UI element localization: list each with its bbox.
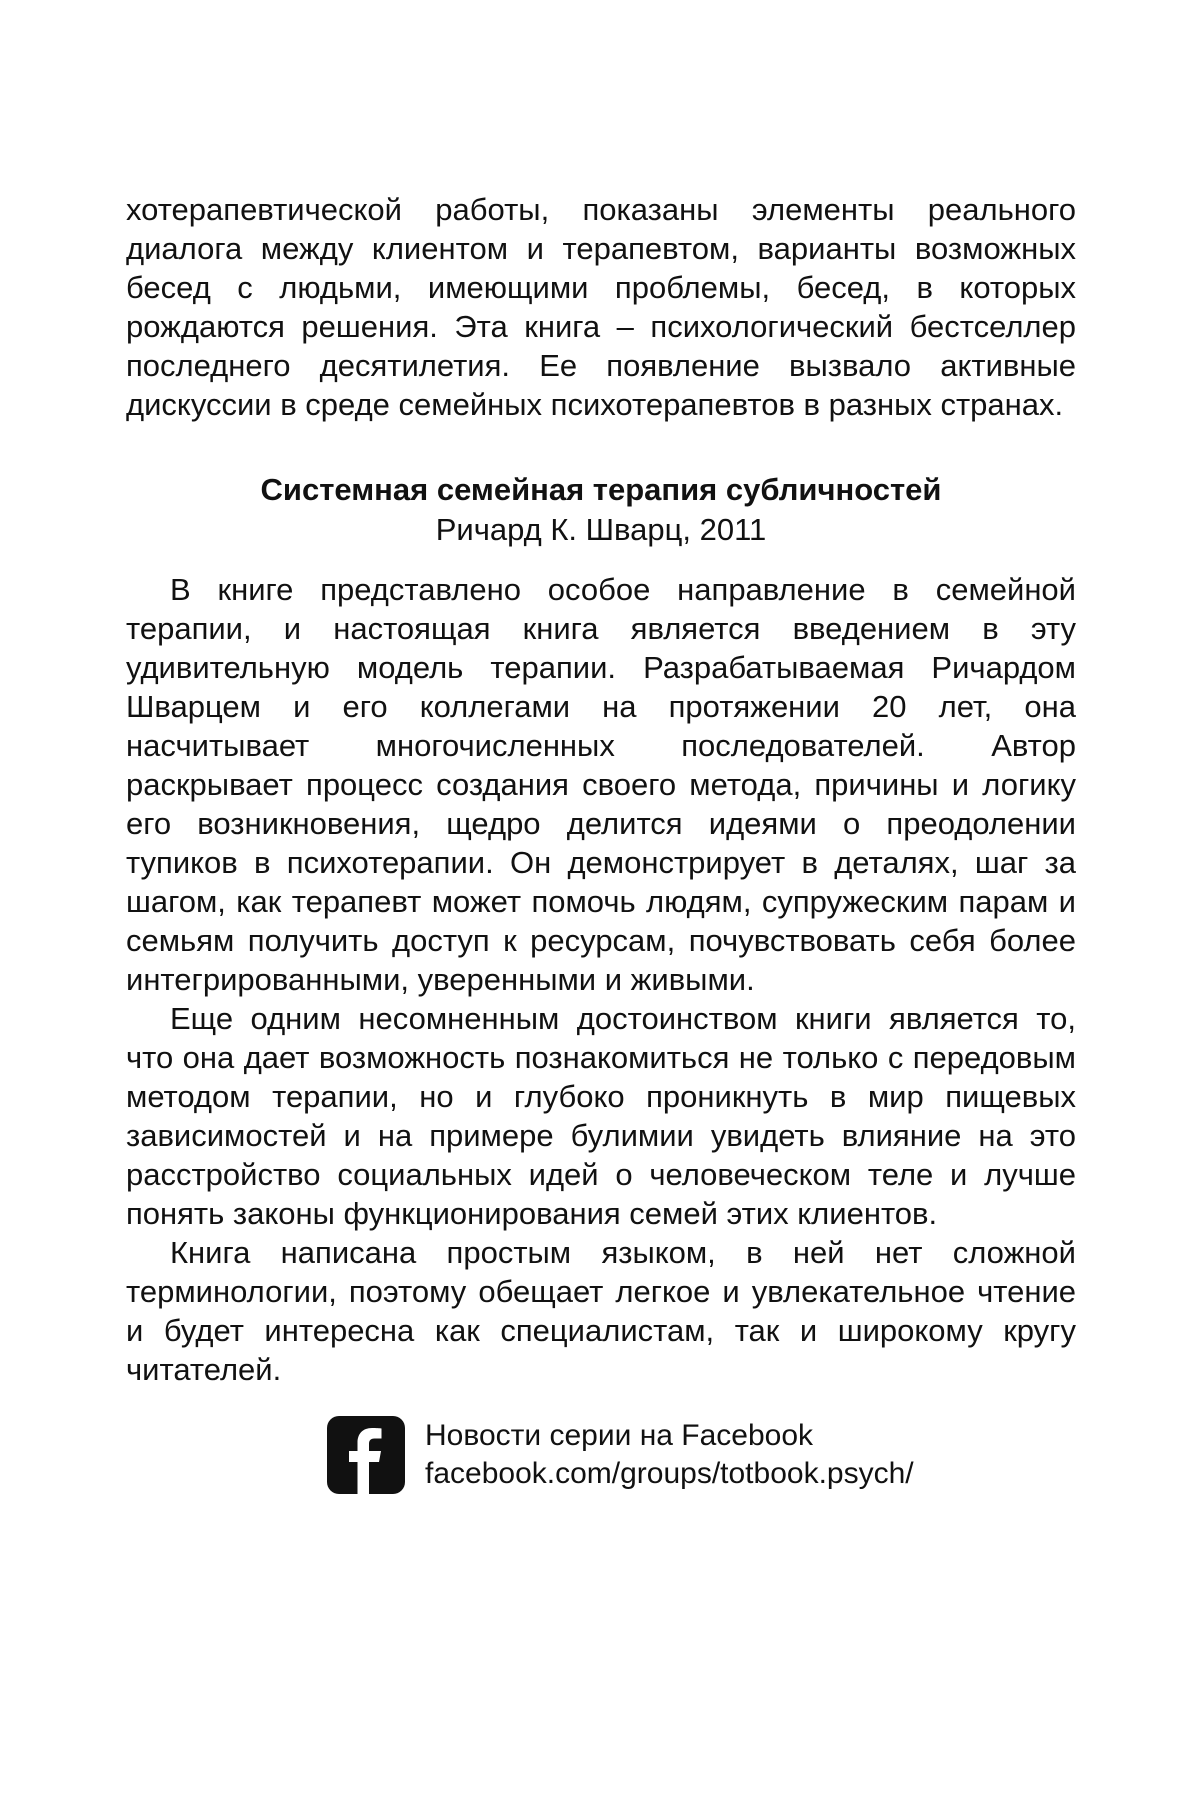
facebook-footer	[327, 1416, 914, 1494]
book-paragraph-2: Еще одним несомненным достоинством книги является то, что она дает возможность познакомиться не только с передовым методом терапии, но и глубоко проникнуть в мир пищевых зависимостей и на примере булимии увидеть влияние на это расстройство социальных идей о человеческом теле и лучше понять законы функционирования семей этих клиентов.	[126, 1001, 1076, 1231]
page-body	[126, 190, 1076, 1389]
facebook-icon	[327, 1416, 405, 1494]
book-author-year: Ричард К. Шварц, 2011	[435, 512, 767, 547]
book-paragraph-3: Книга написана простым языком, в ней нет сложной терминологии, поэтому обещает легкое и увлекательное чтение и будет интересна как специалистам, так и широкому кругу читателей.	[126, 1235, 1076, 1387]
book-title: Системная семейная терапия субличностей	[260, 472, 942, 507]
intro-paragraph: хотерапевтической работы, показаны элементы реального диалога между клиентом и терапевтом, варианты возможных бесед с людьми, имеющими проблемы, бесед, в которых рождаются решения. Эта книга – психологический бестселлер последнего десятилетия. Ее появление вызвало активные дискуссии в среде семейных психотерапевтов в разных странах.	[126, 192, 1076, 422]
facebook-group-link[interactable]: facebook.com/groups/totbook.psych/	[425, 1457, 914, 1490]
footer-text	[425, 1417, 914, 1493]
book-paragraph-1: В книге представлено особое направление в семейной терапии, и настоящая книга является введением в эту удивительную модель терапии. Разрабатываемая Ричардом Шварцем и его коллегами на протяжении 20 лет, она насчитывает многочисленных последователей. Автор раскрывает процесс создания своего метода, причины и логику его возникновения, щедро делится идеями о преодолении тупиков в психотерапии. Он демонстрирует в деталях, шаг за шагом, как терапевт может помочь людям, супружеским парам и семьям получить доступ к ресурсам, почувствовать себя более интегрированными, уверенными и живыми.	[126, 572, 1076, 997]
facebook-news-label: Новости серии на Facebook	[425, 1419, 814, 1452]
